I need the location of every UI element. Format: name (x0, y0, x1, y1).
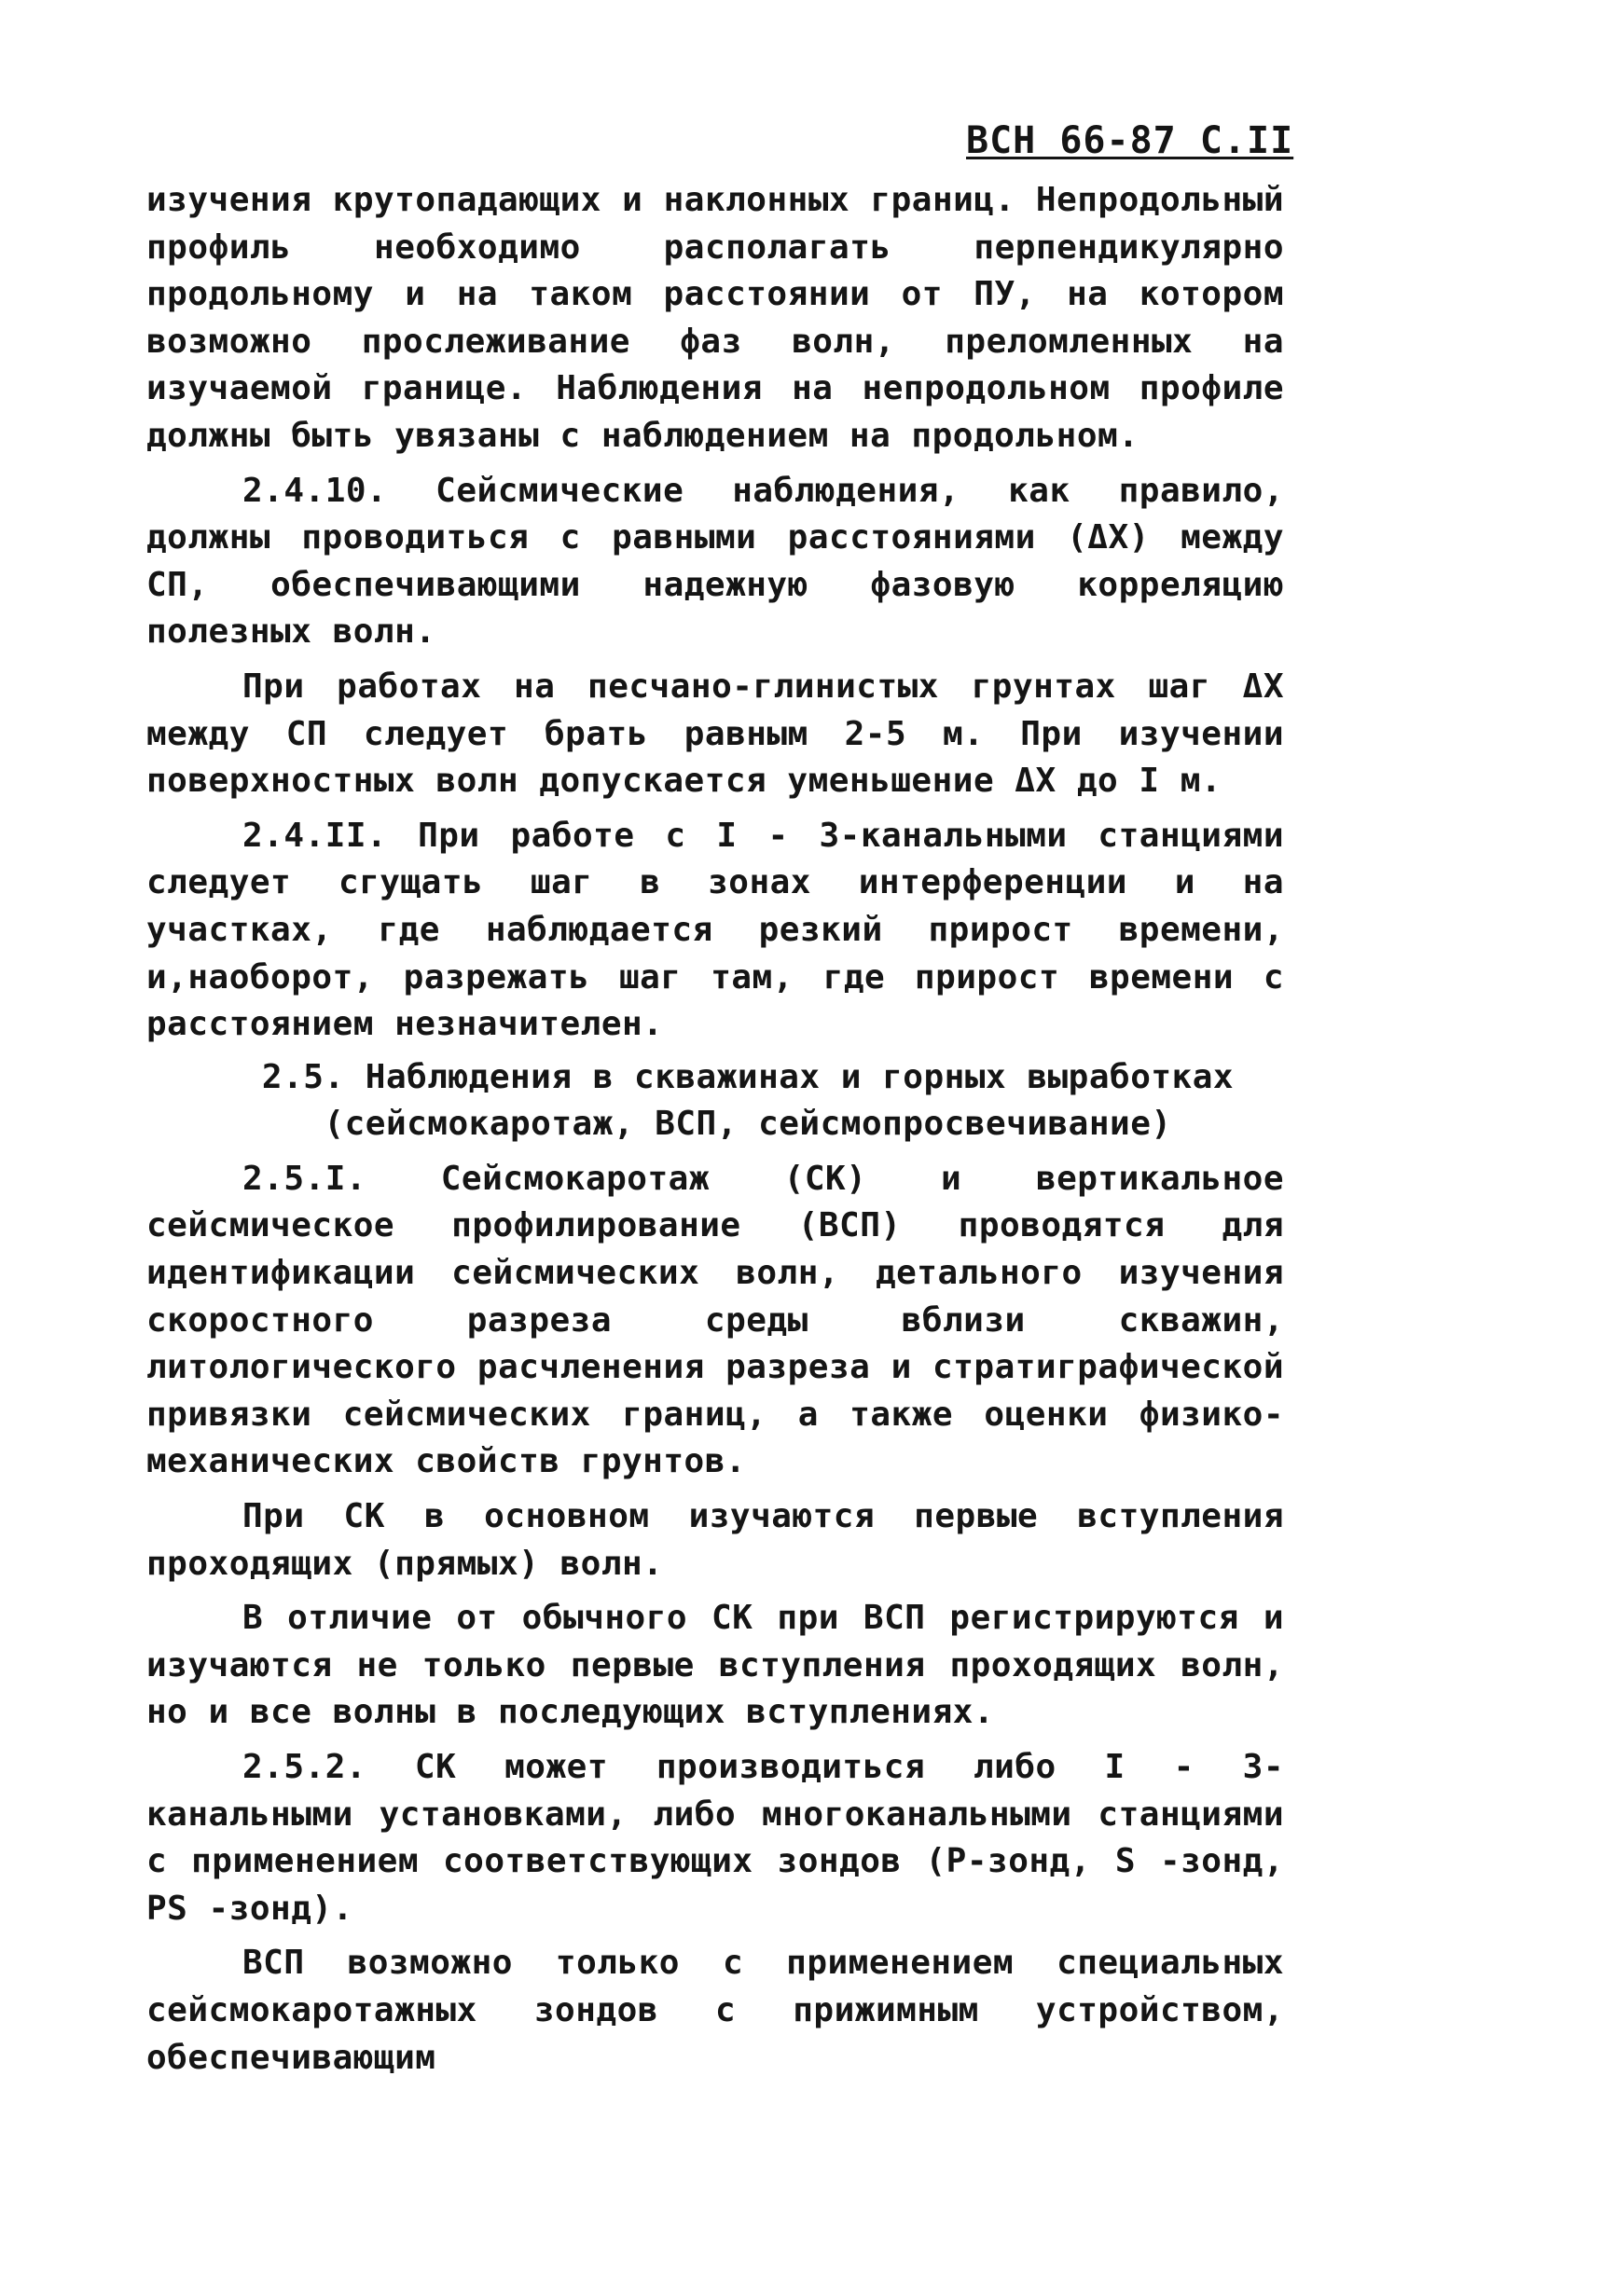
paragraph-continuation: изучения крутопадающих и наклонных границ. Непродольный профиль необходимо располагать перпендикулярно продольному и на таком расстоянии от ПУ, на котором возможно прослеживание фаз волн, преломленных на изучаемой границе. Наблюдения на непродольном профиле должны быть увязаны с наблюдением на продольном. (146, 181, 1284, 455)
paragraph-sk-first-arrivals: При СК в основном изучаются первые вступления проходящих (прямых) волн. (146, 1497, 1284, 1583)
section-heading-line-2: (сейсмокаротаж, ВСП, сейсмопросвечивание) (324, 1105, 1172, 1144)
section-heading-2-5 (146, 1054, 1284, 1148)
paragraph-vsp-probes: ВСП возможно только с применением специальных сейсмокаротажных зондов с прижимным устройством, обеспечивающим (146, 1944, 1284, 2077)
paragraph-2-4-11: 2.4.II. При работе с I - 3-канальными станциями следует сгущать шаг в зонах интерференции и на участках, где наблюдается резкий прирост времени, и,наоборот, разрежать шаг там, где прирост времени с расстоянием незначителен. (146, 816, 1284, 1044)
paragraph-step-size: При работах на песчано-глинистых грунтах шаг ΔX между СП следует брать равным 2-5 м. При изучении поверхностных волн допускается уменьшение ΔX до I м. (146, 667, 1284, 801)
paragraph-2-5-1: 2.5.I. Сейсмокаротаж (СК) и вертикальное сейсмическое профилирование (ВСП) проводятся для идентификации сейсмических волн, детального изучения скоростного разреза среды вблизи скважин, литологического расчленения разреза и стратиграфической привязки сейсмических границ, а также оценки физико-механических свойств грунтов. (146, 1159, 1284, 1481)
paragraph-2-5-2: 2.5.2. СК может производиться либо I - 3-канальными установками, либо многоканальными станциями с применением соответствующих зондов (P-зонд, S -зонд, PS -зонд). (146, 1748, 1284, 1928)
page-header-doc-ref: ВСН 66-87 С.II (966, 119, 1294, 162)
paragraph-vsp-difference: В отличие от обычного СК при ВСП регистрируются и изучаются не только первые вступления проходящих волн, но и все волны в последующих вступлениях. (146, 1599, 1284, 1732)
section-heading-line-1: 2.5. Наблюдения в скважинах и горных выработках (261, 1057, 1235, 1096)
paragraph-2-4-10: 2.4.10. Сейсмические наблюдения, как правило, должны проводиться с равными расстояниями (ΔX) между СП, обеспечивающими надежную фазовую корреляцию полезных волн. (146, 471, 1284, 652)
document-body (146, 177, 1284, 2082)
